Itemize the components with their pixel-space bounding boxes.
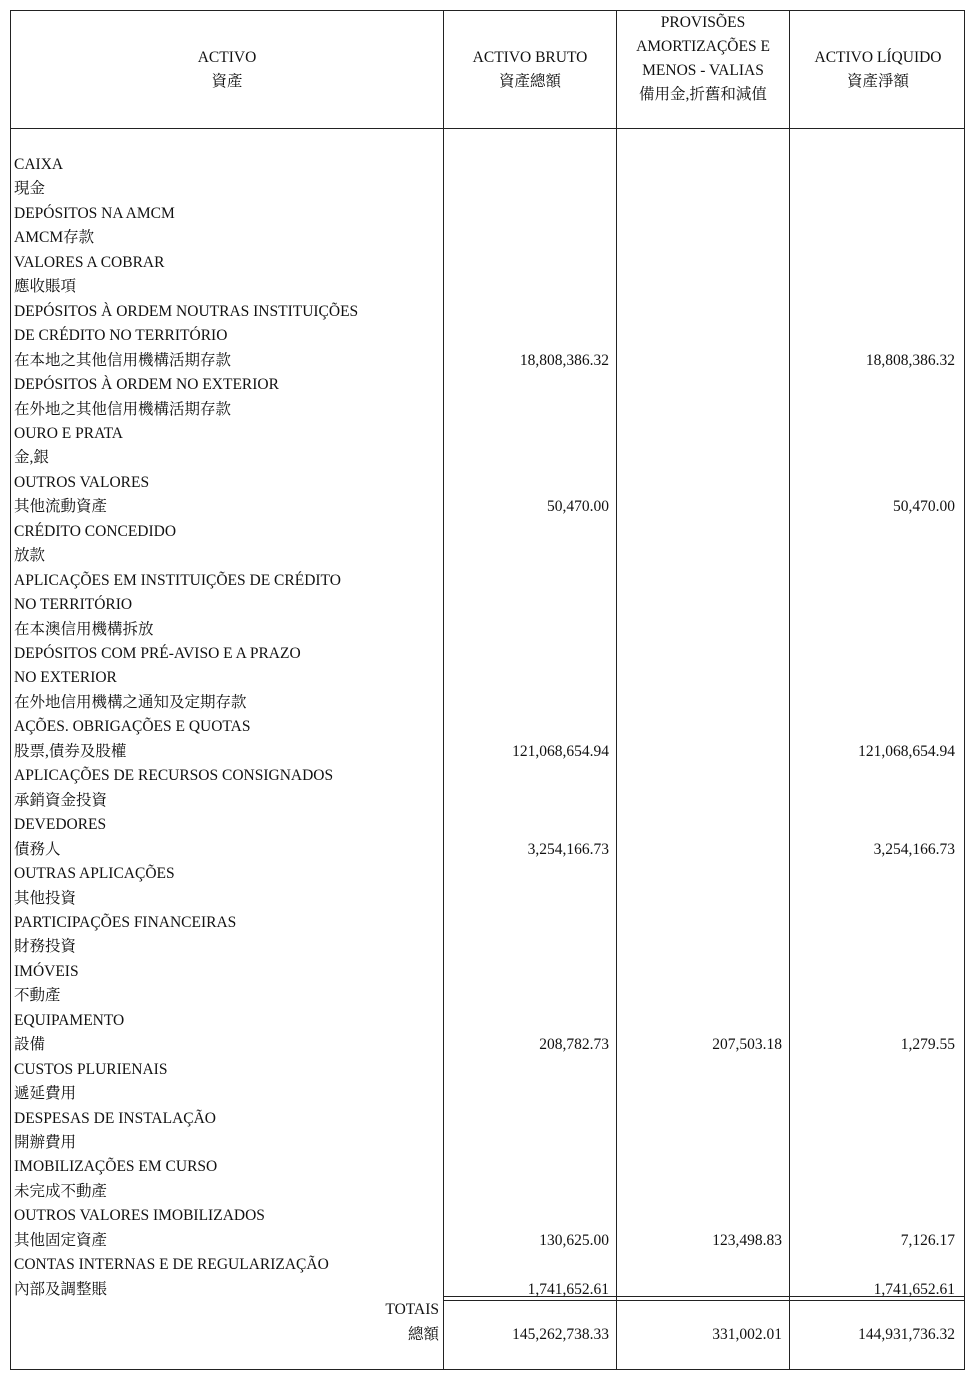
row-label: 股票,債券及股權 — [14, 742, 127, 760]
value-liquido: 50,470.00 — [893, 498, 955, 516]
row-label: IMOBILIZAÇÕES EM CURSO — [14, 1158, 218, 1176]
row-label: 金,銀 — [14, 449, 49, 467]
header-activo — [11, 11, 443, 129]
row-label: DEPÓSITOS NA AMCM — [14, 204, 175, 222]
row-label: CUSTOS PLURIENAIS — [14, 1060, 168, 1078]
row-label: PARTICIPAÇÕES FINANCEIRAS — [14, 913, 237, 931]
row-label: OUTROS VALORES — [14, 473, 150, 491]
totals-bruto: 145,262,738.33 — [512, 1326, 609, 1343]
row-label: 放款 — [14, 547, 46, 565]
row-label: 遞延費用 — [14, 1085, 77, 1103]
row-label: 其他投資 — [14, 889, 77, 907]
row-label: DESPESAS DE INSTALAÇÃO — [14, 1109, 216, 1127]
column-divider — [789, 11, 790, 1369]
row-label: NO EXTERIOR — [14, 669, 117, 687]
row-label: 承銷資金投資 — [14, 791, 108, 809]
value-liquido: 7,126.17 — [900, 1231, 955, 1249]
header-provisoes — [617, 11, 789, 129]
value-liquido: 3,254,166.73 — [873, 840, 955, 858]
row-label: CONTAS INTERNAS E DE REGULARIZAÇÃO — [14, 1256, 329, 1274]
value-bruto: 208,782.73 — [539, 1036, 609, 1054]
value-bruto: 130,625.00 — [539, 1231, 609, 1249]
value-bruto: 1,741,652.61 — [527, 1280, 609, 1298]
value-provisoes: 207,503.18 — [712, 1036, 782, 1054]
row-label: CRÉDITO CONCEDIDO — [14, 522, 177, 540]
row-label: 內部及調整賬 — [14, 1280, 108, 1298]
row-label: DEVEDORES — [14, 816, 107, 834]
row-label: 其他流動資產 — [14, 498, 108, 516]
value-bruto: 50,470.00 — [547, 498, 609, 516]
row-label: DEPÓSITOS À ORDEM NOUTRAS INSTITUIÇÕES — [14, 302, 359, 320]
header-provisoes-pt1: PROVISÕES — [660, 14, 746, 31]
header-bruto-pt: ACTIVO BRUTO — [472, 49, 588, 66]
row-label: 在外地之其他信用機構活期存款 — [14, 400, 232, 418]
value-liquido: 18,808,386.32 — [865, 351, 955, 369]
row-label: 其他固定資產 — [14, 1231, 108, 1249]
row-label: DE CRÉDITO NO TERRITÓRIO — [14, 327, 228, 345]
value-liquido: 121,068,654.94 — [858, 742, 955, 760]
row-label: 設備 — [14, 1036, 46, 1054]
row-label: AÇÕES. OBRIGAÇÕES E QUOTAS — [14, 718, 251, 736]
row-label: OURO E PRATA — [14, 424, 123, 442]
header-liquido-pt: ACTIVO LÍQUIDO — [814, 49, 942, 66]
row-label: DEPÓSITOS COM PRÉ-AVISO E A PRAZO — [14, 645, 301, 662]
row-label: 開辦費用 — [14, 1134, 77, 1151]
row-label: 在本地之其他信用機構活期存款 — [14, 351, 232, 369]
row-label: APLICAÇÕES EM INSTITUIÇÕES DE CRÉDITO — [14, 571, 341, 589]
header-bruto-zh: 資產總額 — [498, 73, 561, 90]
row-label: APLICAÇÕES DE RECURSOS CONSIGNADOS — [14, 767, 334, 785]
row-label: 應收賬項 — [14, 278, 77, 296]
value-bruto: 121,068,654.94 — [512, 742, 609, 760]
column-divider — [616, 11, 617, 1369]
header-liquido-zh: 資產淨額 — [846, 73, 909, 90]
row-label: OUTROS VALORES IMOBILIZADOS — [14, 1207, 265, 1225]
totals-label-zh: 總額 — [407, 1326, 439, 1343]
value-provisoes: 123,498.83 — [712, 1231, 782, 1249]
totals-provisoes: 331,002.01 — [712, 1326, 782, 1343]
row-label: EQUIPAMENTO — [14, 1011, 125, 1029]
value-bruto: 3,254,166.73 — [527, 840, 609, 858]
header-activo-liquido — [790, 11, 966, 129]
balance-sheet-table — [10, 10, 965, 1370]
totals-liquido: 144,931,736.32 — [858, 1326, 955, 1343]
row-label: 債務人 — [14, 840, 61, 858]
row-label: 財務投資 — [14, 938, 77, 956]
row-label: OUTRAS APLICAÇÕES — [14, 865, 175, 883]
row-label: 現金 — [14, 180, 46, 198]
value-liquido: 1,741,652.61 — [873, 1280, 955, 1298]
row-label: IMÓVEIS — [14, 962, 79, 980]
row-label: DEPÓSITOS À ORDEM NO EXTERIOR — [14, 376, 279, 394]
value-bruto: 18,808,386.32 — [519, 351, 609, 369]
header-provisoes-pt3: MENOS - VALIAS — [642, 62, 764, 79]
row-label: AMCM存款 — [14, 229, 95, 247]
header-activo-zh: 資產 — [211, 73, 243, 90]
header-activo-pt: ACTIVO — [197, 49, 257, 66]
row-label: 在本澳信用機構拆放 — [14, 620, 154, 638]
totals-label-pt: TOTAIS — [385, 1301, 439, 1318]
header-activo-bruto — [444, 11, 616, 129]
row-label: NO TERRITÓRIO — [14, 596, 133, 614]
column-divider — [443, 11, 444, 1369]
row-label: 不動產 — [14, 987, 61, 1005]
row-label: 在外地信用機構之通知及定期存款 — [14, 693, 247, 711]
row-label: 未完成不動產 — [14, 1182, 108, 1200]
header-provisoes-zh: 備用金,折舊和減值 — [639, 86, 767, 103]
header-provisoes-pt2: AMORTIZAÇÕES E — [636, 38, 770, 55]
row-label: CAIXA — [14, 156, 64, 173]
value-liquido: 1,279.55 — [900, 1036, 955, 1054]
row-label: VALORES A COBRAR — [14, 253, 165, 271]
